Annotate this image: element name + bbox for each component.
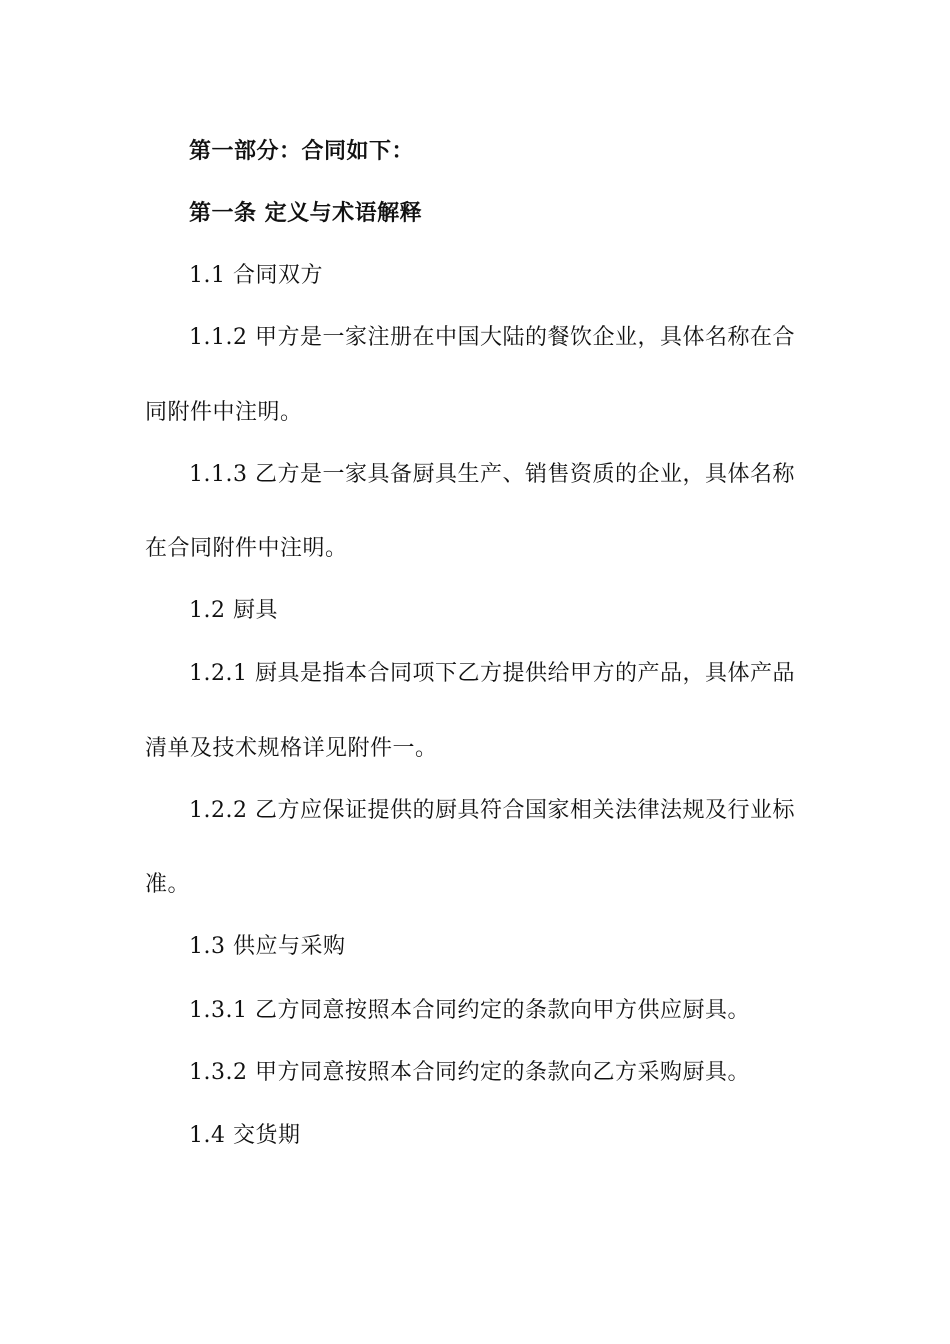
clause-1-3-1: 1.3.1 乙方同意按照本合同约定的条款向甲方供应厨具。	[189, 998, 750, 1023]
clause-1-1-2-line-1: 1.1.2 甲方是一家注册在中国大陆的餐饮企业，具体名称在合	[189, 325, 795, 350]
article-heading: 第一条 定义与术语解释	[189, 201, 423, 226]
section-1-1-heading: 1.1 合同双方	[189, 263, 323, 288]
section-1-4-heading: 1.4 交货期	[189, 1123, 301, 1148]
clause-1-2-1-line-2: 清单及技术规格详见附件一。	[145, 736, 438, 761]
section-1-2-heading: 1.2 厨具	[189, 598, 278, 623]
clause-1-1-2-line-2: 同附件中注明。	[145, 400, 303, 425]
part-heading: 第一部分：合同如下：	[189, 139, 415, 164]
clause-1-1-3-line-2: 在合同附件中注明。	[145, 536, 348, 561]
clause-1-3-2: 1.3.2 甲方同意按照本合同约定的条款向乙方采购厨具。	[189, 1060, 750, 1085]
clause-1-1-3-line-1: 1.1.3 乙方是一家具备厨具生产、销售资质的企业，具体名称	[189, 462, 795, 487]
clause-1-2-1-line-1: 1.2.1 厨具是指本合同项下乙方提供给甲方的产品，具体产品	[189, 661, 795, 686]
section-1-3-heading: 1.3 供应与采购	[189, 934, 346, 959]
clause-1-2-2-line-2: 准。	[145, 872, 191, 897]
clause-1-2-2-line-1: 1.2.2 乙方应保证提供的厨具符合国家相关法律法规及行业标	[189, 798, 795, 823]
